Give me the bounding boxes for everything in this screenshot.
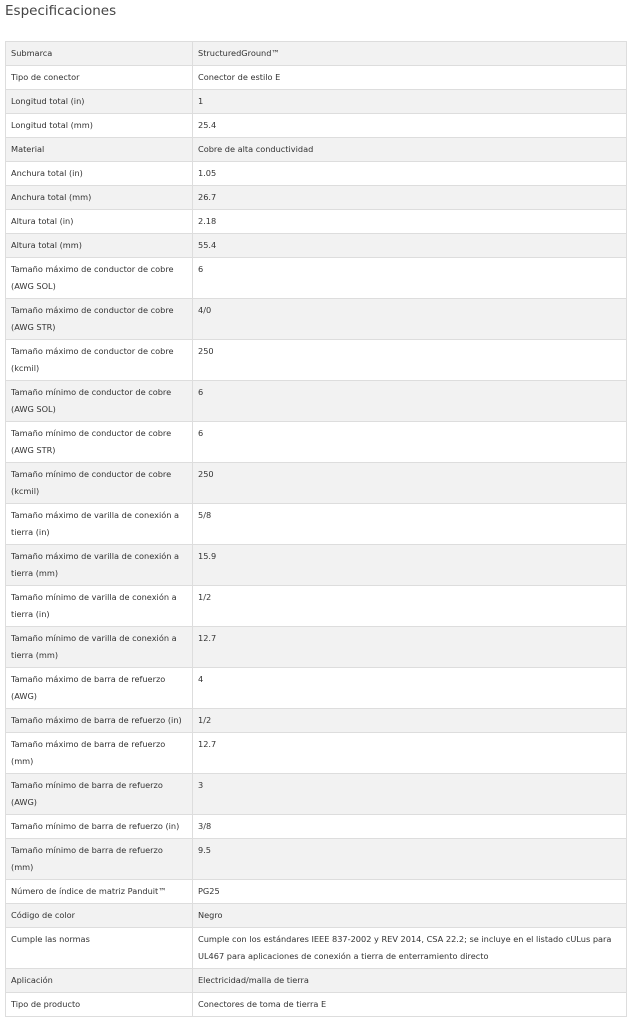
spec-value: 3/8	[193, 815, 627, 839]
spec-label: Tamaño mínimo de varilla de conexión a tierra (mm)	[6, 627, 193, 668]
spec-label: Longitud total (mm)	[6, 114, 193, 138]
table-row	[6, 340, 627, 381]
spec-value: 250	[193, 463, 627, 504]
table-row	[6, 904, 627, 928]
table-row	[6, 928, 627, 969]
spec-value: 1/2	[193, 709, 627, 733]
spec-label: Tamaño mínimo de conductor de cobre (AWG STR)	[6, 422, 193, 463]
table-row	[6, 234, 627, 258]
spec-value: 5/8	[193, 504, 627, 545]
spec-label: Tamaño mínimo de barra de refuerzo (AWG)	[6, 774, 193, 815]
spec-label: Cumple las normas	[6, 928, 193, 969]
spec-value: Cumple con los estándares IEEE 837-2002 y REV 2014, CSA 22.2; se incluye en el listado cULus para UL467 para aplicaciones de conexión a tierra de enterramiento directo	[193, 928, 627, 969]
table-row	[6, 880, 627, 904]
table-row	[6, 42, 627, 66]
table-row	[6, 186, 627, 210]
spec-label: Tamaño máximo de conductor de cobre (AWG SOL)	[6, 258, 193, 299]
table-row	[6, 839, 627, 880]
table-row	[6, 668, 627, 709]
spec-label: Altura total (mm)	[6, 234, 193, 258]
spec-label: Tamaño mínimo de barra de refuerzo (mm)	[6, 839, 193, 880]
spec-value: 2.18	[193, 210, 627, 234]
spec-value: Cobre de alta conductividad	[193, 138, 627, 162]
spec-value: 250	[193, 340, 627, 381]
table-row	[6, 258, 627, 299]
spec-value: 1/2	[193, 586, 627, 627]
spec-value: Conector de estilo E	[193, 66, 627, 90]
spec-label: Tamaño máximo de conductor de cobre (AWG STR)	[6, 299, 193, 340]
table-row	[6, 733, 627, 774]
spec-label: Anchura total (mm)	[6, 186, 193, 210]
spec-value: 6	[193, 258, 627, 299]
spec-value: Negro	[193, 904, 627, 928]
table-row	[6, 969, 627, 993]
specifications-table	[5, 41, 627, 1017]
spec-value: 26.7	[193, 186, 627, 210]
spec-label: Tamaño máximo de barra de refuerzo (in)	[6, 709, 193, 733]
spec-label: Tamaño máximo de conductor de cobre (kcmil)	[6, 340, 193, 381]
table-row	[6, 210, 627, 234]
spec-value: Conectores de toma de tierra E	[193, 993, 627, 1017]
spec-label: Tamaño máximo de varilla de conexión a tierra (in)	[6, 504, 193, 545]
spec-label: Submarca	[6, 42, 193, 66]
spec-value: 4	[193, 668, 627, 709]
spec-value: 1.05	[193, 162, 627, 186]
table-row	[6, 463, 627, 504]
table-row	[6, 774, 627, 815]
table-row	[6, 90, 627, 114]
spec-value: 6	[193, 381, 627, 422]
table-row	[6, 545, 627, 586]
table-row	[6, 299, 627, 340]
section-title: Especificaciones	[5, 3, 117, 19]
spec-value: 3	[193, 774, 627, 815]
spec-value: 9.5	[193, 839, 627, 880]
spec-label: Tamaño máximo de varilla de conexión a tierra (mm)	[6, 545, 193, 586]
spec-value: Electricidad/malla de tierra	[193, 969, 627, 993]
table-row	[6, 114, 627, 138]
spec-label: Tamaño mínimo de varilla de conexión a tierra (in)	[6, 586, 193, 627]
spec-value: 55.4	[193, 234, 627, 258]
spec-value: 25.4	[193, 114, 627, 138]
spec-value: 1	[193, 90, 627, 114]
table-row	[6, 586, 627, 627]
spec-value: 6	[193, 422, 627, 463]
spec-label: Tamaño máximo de barra de refuerzo (mm)	[6, 733, 193, 774]
table-row	[6, 162, 627, 186]
spec-label: Tamaño máximo de barra de refuerzo (AWG)	[6, 668, 193, 709]
table-row	[6, 627, 627, 668]
spec-label: Tamaño mínimo de conductor de cobre (kcmil)	[6, 463, 193, 504]
spec-label: Número de índice de matriz Panduit™	[6, 880, 193, 904]
spec-value: 4/0	[193, 299, 627, 340]
table-row	[6, 381, 627, 422]
table-row	[6, 709, 627, 733]
spec-label: Tipo de conector	[6, 66, 193, 90]
spec-value: StructuredGround™	[193, 42, 627, 66]
spec-value: 12.7	[193, 733, 627, 774]
spec-label: Material	[6, 138, 193, 162]
spec-value: 15.9	[193, 545, 627, 586]
spec-label: Tamaño mínimo de barra de refuerzo (in)	[6, 815, 193, 839]
spec-label: Código de color	[6, 904, 193, 928]
spec-label: Anchura total (in)	[6, 162, 193, 186]
table-row	[6, 993, 627, 1017]
table-row	[6, 815, 627, 839]
spec-value: PG25	[193, 880, 627, 904]
spec-label: Altura total (in)	[6, 210, 193, 234]
spec-label: Tipo de producto	[6, 993, 193, 1017]
spec-label: Longitud total (in)	[6, 90, 193, 114]
table-row	[6, 66, 627, 90]
spec-value: 12.7	[193, 627, 627, 668]
spec-label: Tamaño mínimo de conductor de cobre (AWG SOL)	[6, 381, 193, 422]
table-row	[6, 504, 627, 545]
spec-label: Aplicación	[6, 969, 193, 993]
table-row	[6, 138, 627, 162]
table-row	[6, 422, 627, 463]
